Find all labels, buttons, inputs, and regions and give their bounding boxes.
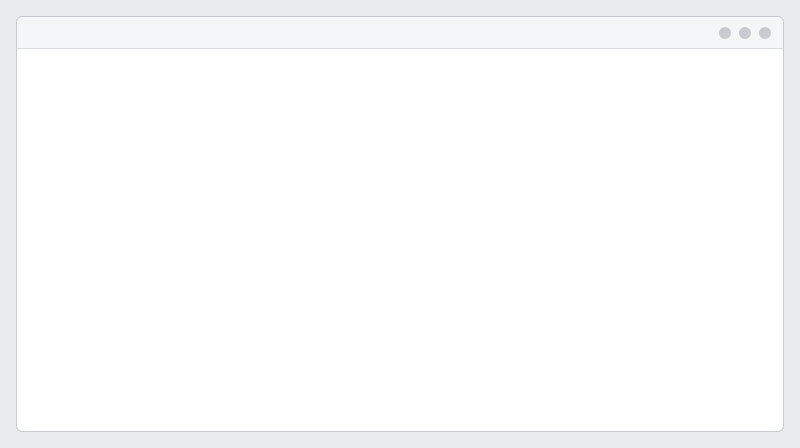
close-button[interactable] [759,27,771,39]
main-content [17,49,783,431]
title-bar [17,17,783,49]
app-window [16,16,784,432]
maximize-button[interactable] [739,27,751,39]
minimize-button[interactable] [719,27,731,39]
